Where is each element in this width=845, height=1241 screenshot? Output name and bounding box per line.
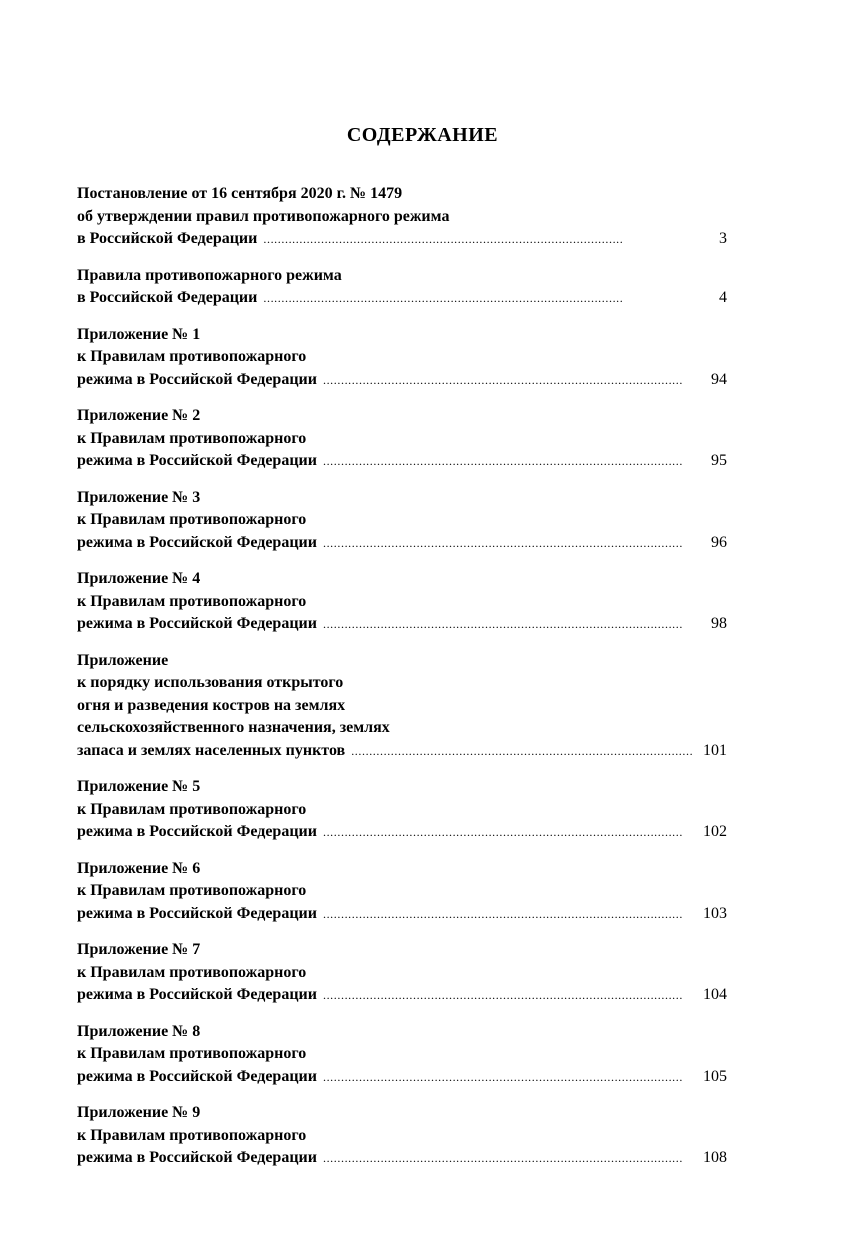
- toc-entry-last-line: [77, 821, 727, 844]
- toc-page-number: 103: [703, 904, 727, 922]
- toc-entry-line: к Правилам противопожарного: [77, 1126, 307, 1144]
- dot-leader: [317, 613, 693, 636]
- toc-page-number: 96: [711, 533, 727, 551]
- dot-leader: [257, 287, 693, 310]
- toc-entry-line: Постановление от 16 сентября 2020 г. № 1479: [77, 185, 403, 202]
- toc-entry-line: к Правилам противопожарного: [77, 511, 307, 528]
- toc-entry[interactable]: [77, 1102, 727, 1170]
- toc-entry-line: сельскохозяйственного назначения, землях: [77, 719, 390, 736]
- toc-entry-line: Приложение № 1: [77, 325, 201, 343]
- dot-leader: [317, 903, 693, 926]
- toc-entry-line: к Правилам противопожарного: [77, 348, 307, 365]
- dot-leader: [317, 450, 693, 473]
- dot-leader: [317, 1066, 693, 1089]
- dot-leader: [317, 532, 693, 555]
- toc-entry-line: Приложение № 9: [77, 1104, 201, 1121]
- toc-entry-title-end: запаса и землях населенных пунктов: [77, 741, 346, 759]
- toc-page-number: 101: [703, 741, 727, 759]
- toc-entry-title-end: режима в Российской Федерации: [77, 823, 317, 840]
- toc-entry-last-line: [77, 1147, 727, 1170]
- toc-entry-line: Приложение № 3: [77, 488, 201, 506]
- toc-entry-title-end: в Российской Федерации: [77, 230, 258, 247]
- toc-entry[interactable]: [77, 858, 727, 926]
- toc-page-number: 4: [719, 289, 727, 306]
- toc-entry-last-line: [77, 228, 727, 251]
- toc-entry-last-line: [77, 532, 727, 555]
- toc-entry-line: к Правилам противопожарного: [77, 963, 307, 981]
- dot-leader: [317, 984, 693, 1007]
- toc-entry-last-line: [77, 369, 727, 392]
- toc-entry-line: Приложение № 2: [77, 407, 201, 424]
- toc-entry[interactable]: [77, 183, 727, 251]
- toc-entry-last-line: [77, 984, 727, 1007]
- toc-entry-line: Приложение № 8: [77, 1022, 201, 1040]
- toc-entry[interactable]: [77, 324, 727, 392]
- toc-entry-last-line: [77, 1066, 727, 1089]
- toc-page-number: 108: [703, 1149, 727, 1166]
- dot-leader: [257, 228, 693, 251]
- toc-entry-line: Правила противопожарного режима: [77, 266, 342, 284]
- toc-entry-title-end: режима в Российской Федерации: [77, 1067, 317, 1085]
- toc-entry-last-line: [77, 450, 727, 473]
- toc-entry-title-end: режима в Российской Федерации: [77, 533, 317, 551]
- toc-entry-last-line: [77, 613, 727, 636]
- toc-entry-line: огня и разведения костров на землях: [77, 696, 346, 714]
- toc-entry[interactable]: [77, 776, 727, 844]
- dot-leader: [317, 821, 693, 844]
- table-of-contents: [77, 183, 727, 1184]
- dot-leader: [317, 369, 693, 392]
- toc-entry-line: к Правилам противопожарного: [77, 882, 307, 899]
- toc-entry-title-end: режима в Российской Федерации: [77, 986, 317, 1003]
- toc-page-number: 94: [711, 370, 727, 388]
- toc-entry-line: к порядку использования открытого: [77, 674, 344, 691]
- toc-entry[interactable]: [77, 1021, 727, 1089]
- toc-entry[interactable]: [77, 487, 727, 555]
- toc-entry-line: к Правилам противопожарного: [77, 800, 307, 818]
- toc-entry-line: Приложение № 6: [77, 859, 201, 877]
- toc-entry-last-line: [77, 287, 727, 310]
- toc-entry-line: к Правилам противопожарного: [77, 592, 307, 610]
- toc-entry[interactable]: [77, 265, 727, 310]
- toc-entry-title-end: режима в Российской Федерации: [77, 904, 317, 922]
- toc-entry-line: Приложение № 7: [77, 941, 201, 958]
- toc-entry-line: Приложение: [77, 651, 169, 669]
- toc-entry[interactable]: [77, 939, 727, 1007]
- toc-entry-last-line: [77, 740, 727, 763]
- toc-page-number: 102: [703, 823, 727, 840]
- toc-entry-line: Приложение № 4: [77, 570, 201, 587]
- toc-entry[interactable]: [77, 568, 727, 636]
- dot-leader: [317, 1147, 693, 1170]
- toc-entry[interactable]: [77, 405, 727, 473]
- toc-page-number: 95: [711, 452, 727, 469]
- toc-page-number: 104: [703, 986, 727, 1003]
- toc-entry-title-end: режима в Российской Федерации: [77, 452, 317, 469]
- toc-entry[interactable]: [77, 650, 727, 763]
- toc-entry-line: к Правилам противопожарного: [77, 1045, 307, 1062]
- dot-leader: [345, 740, 693, 763]
- toc-entry-line: к Правилам противопожарного: [77, 429, 307, 447]
- toc-page-number: 3: [719, 230, 727, 247]
- toc-page-number: 105: [703, 1067, 727, 1085]
- toc-entry-title-end: режима в Российской Федерации: [77, 615, 317, 632]
- toc-entry-line: Приложение № 5: [77, 778, 201, 795]
- toc-entry-title-end: режима в Российской Федерации: [77, 370, 317, 388]
- toc-entry-last-line: [77, 903, 727, 926]
- toc-entry-line: об утверждении правил противопожарного режима: [77, 207, 450, 225]
- toc-entry-title-end: режима в Российской Федерации: [77, 1149, 317, 1166]
- toc-page-number: 98: [711, 615, 727, 632]
- page-title: СОДЕРЖАНИЕ: [346, 124, 499, 146]
- toc-entry-title-end: в Российской Федерации: [77, 289, 258, 306]
